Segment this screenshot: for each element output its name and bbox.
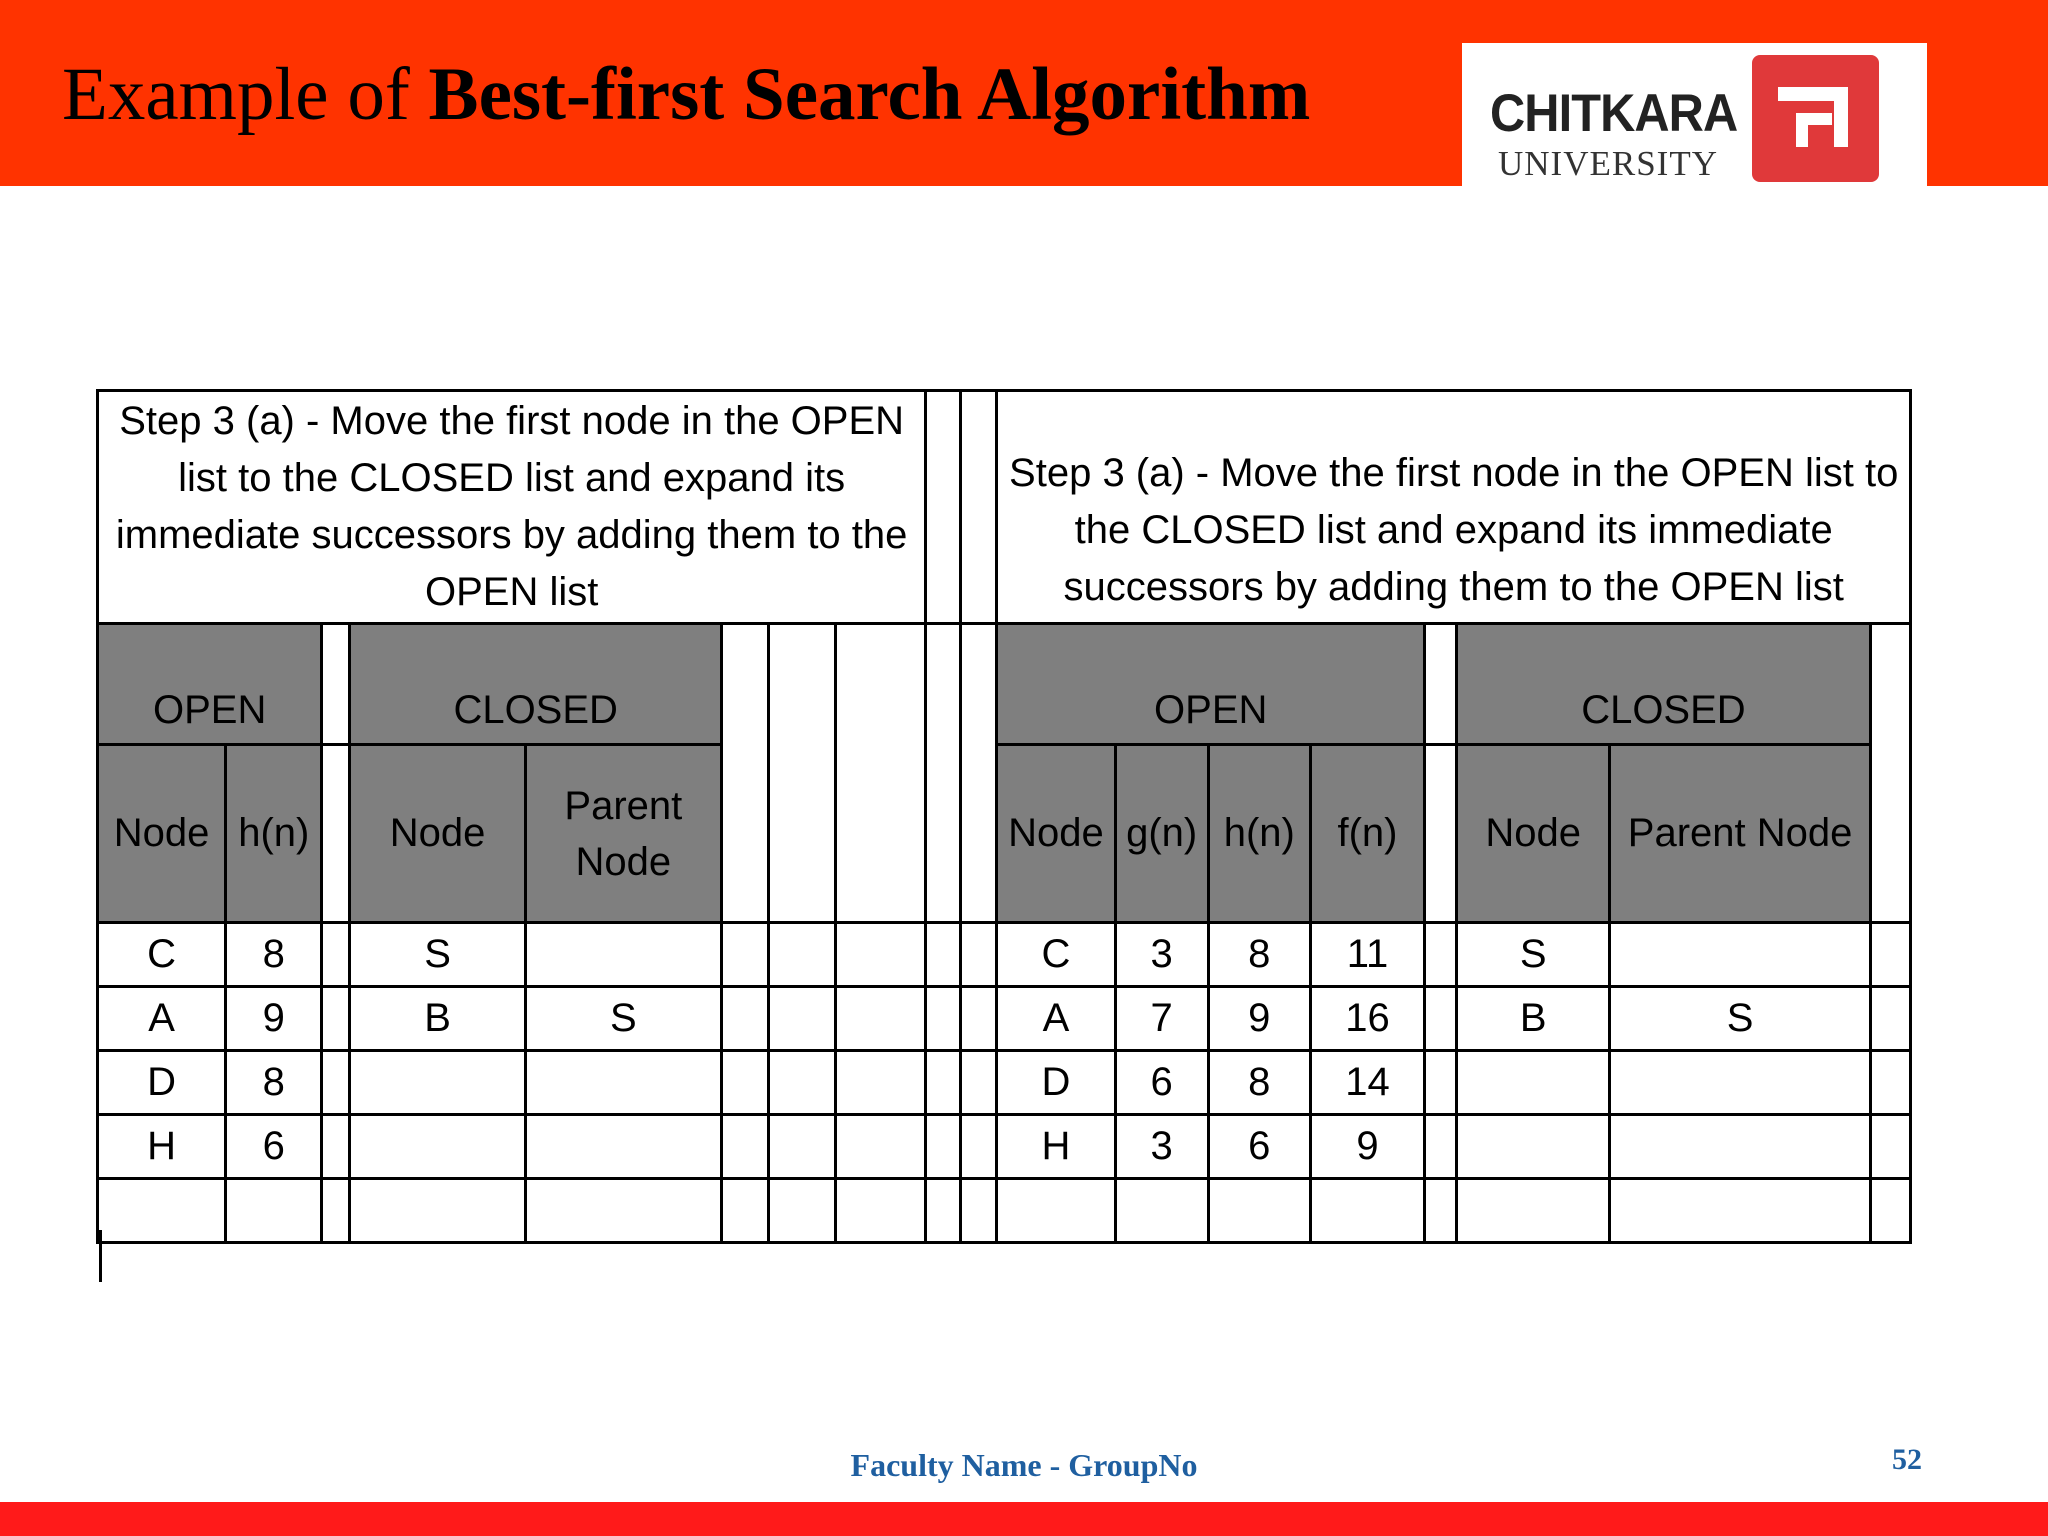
- left-open-hn-cell: 8: [226, 923, 322, 987]
- text-cursor: [99, 1230, 102, 1282]
- left-col-closed-node: Node: [350, 745, 525, 923]
- left-col-hn: h(n): [226, 745, 322, 923]
- left-open-node-cell: C: [98, 923, 226, 987]
- spacer-cell: [322, 745, 350, 923]
- spacer-cell: [1425, 923, 1457, 987]
- bottom-bar: [0, 1502, 2048, 1536]
- right-open-hn-cell: 8: [1208, 1051, 1310, 1115]
- spacer-cell: [1425, 987, 1457, 1051]
- right-closed-header: CLOSED: [1457, 624, 1871, 745]
- right-open-hn-cell: 6: [1208, 1115, 1310, 1179]
- right-closed-parent-cell: [1610, 923, 1870, 987]
- spacer-cell: [926, 1115, 961, 1179]
- table-row: [98, 987, 1911, 1051]
- spacer-cell: [926, 987, 961, 1051]
- right-closed-node-cell: [1457, 1051, 1610, 1115]
- table-row: [98, 1115, 1911, 1179]
- right-closed-node-cell: [1457, 1115, 1610, 1179]
- spacer-cell: [836, 1115, 926, 1179]
- parent-line-2: Node: [575, 839, 672, 884]
- left-closed-node-cell: [350, 1179, 525, 1243]
- spacer-cell: [926, 1051, 961, 1115]
- left-open-header: OPEN: [98, 624, 322, 745]
- spacer-cell: [322, 1115, 350, 1179]
- table-row: [98, 1179, 1911, 1243]
- spacer-cell: [322, 987, 350, 1051]
- right-open-fn-cell: 9: [1310, 1115, 1424, 1179]
- right-open-gn-cell: 3: [1115, 1115, 1208, 1179]
- right-open-gn-cell: [1115, 1179, 1208, 1243]
- right-open-gn-cell: 7: [1115, 987, 1208, 1051]
- right-col-hn: h(n): [1208, 745, 1310, 923]
- spacer-cell: [721, 1115, 768, 1179]
- footer-text: Faculty Name - GroupNo: [850, 1447, 1198, 1483]
- spacer-cell: [1425, 1051, 1457, 1115]
- right-open-hn-cell: [1208, 1179, 1310, 1243]
- left-closed-parent-cell: [525, 923, 721, 987]
- left-open-hn-cell: [226, 1179, 322, 1243]
- spacer-cell: [322, 1179, 350, 1243]
- right-open-node-cell: D: [997, 1051, 1115, 1115]
- spacer-cell: [961, 391, 997, 624]
- left-open-node-cell: D: [98, 1051, 226, 1115]
- right-open-gn-cell: 3: [1115, 923, 1208, 987]
- spacer-cell: [1425, 745, 1457, 923]
- header-bar: [0, 0, 2048, 186]
- table-row: [98, 1051, 1911, 1115]
- right-instruction: Step 3 (a) - Move the first node in the OPEN list to the CLOSED list and expand its immediate successors by adding them to the OPEN list: [997, 391, 1911, 624]
- spacer-cell: [769, 624, 836, 923]
- right-open-node-cell: H: [997, 1115, 1115, 1179]
- spacer-cell: [769, 1179, 836, 1243]
- logo-mark-icon: [1752, 55, 1879, 182]
- right-open-node-cell: C: [997, 923, 1115, 987]
- left-col-node: Node: [98, 745, 226, 923]
- left-closed-node-cell: [350, 1051, 525, 1115]
- right-closed-node-cell: B: [1457, 987, 1610, 1051]
- university-logo: [1462, 43, 1927, 186]
- left-open-node-cell: [98, 1179, 226, 1243]
- spacer-cell: [926, 391, 961, 624]
- left-col-parent-node: [525, 745, 721, 923]
- title-bold: Best-first Search Algorithm: [428, 53, 1311, 136]
- right-col-parent-node: Parent Node: [1610, 745, 1870, 923]
- table-row: [98, 923, 1911, 987]
- right-closed-node-cell: [1457, 1179, 1610, 1243]
- spacer-cell: [1870, 1051, 1910, 1115]
- right-open-fn-cell: 14: [1310, 1051, 1424, 1115]
- right-col-closed-node: Node: [1457, 745, 1610, 923]
- spacer-cell: [1870, 1179, 1910, 1243]
- right-closed-parent-cell: S: [1610, 987, 1870, 1051]
- left-closed-node-cell: [350, 1115, 525, 1179]
- spacer-cell: [322, 923, 350, 987]
- right-col-node: Node: [997, 745, 1115, 923]
- title-prefix: Example of: [62, 53, 429, 136]
- left-open-node-cell: H: [98, 1115, 226, 1179]
- left-closed-node-cell: B: [350, 987, 525, 1051]
- left-open-hn-cell: 8: [226, 1051, 322, 1115]
- spacer-cell: [1425, 624, 1457, 745]
- spacer-cell: [961, 624, 997, 923]
- spacer-cell: [721, 624, 768, 923]
- right-closed-parent-cell: [1610, 1179, 1870, 1243]
- spacer-cell: [769, 987, 836, 1051]
- spacer-cell: [961, 1179, 997, 1243]
- logo-subtitle: UNIVERSITY: [1498, 144, 1718, 183]
- spacer-cell: [721, 923, 768, 987]
- spacer-cell: [721, 1179, 768, 1243]
- slide-title: [62, 50, 1310, 140]
- spacer-cell: [1870, 987, 1910, 1051]
- logo-name: CHITKARA: [1490, 84, 1738, 143]
- spacer-cell: [836, 987, 926, 1051]
- left-closed-parent-cell: [525, 1051, 721, 1115]
- right-open-header: OPEN: [997, 624, 1425, 745]
- left-closed-parent-cell: [525, 1179, 721, 1243]
- spacer-cell: [836, 923, 926, 987]
- spacer-cell: [961, 987, 997, 1051]
- spacer-cell: [1870, 923, 1910, 987]
- right-closed-parent-cell: [1610, 1115, 1870, 1179]
- left-closed-node-cell: S: [350, 923, 525, 987]
- parent-line-1: Parent: [564, 783, 683, 828]
- spacer-cell: [926, 624, 961, 923]
- right-open-node-cell: A: [997, 987, 1115, 1051]
- right-col-fn: f(n): [1310, 745, 1424, 923]
- spacer-cell: [769, 1115, 836, 1179]
- right-open-fn-cell: [1310, 1179, 1424, 1243]
- spacer-cell: [1425, 1115, 1457, 1179]
- spacer-cell: [926, 1179, 961, 1243]
- left-instruction: Step 3 (a) - Move the first node in the OPEN list to the CLOSED list and expand its immediate successors by adding them to the OPEN list: [98, 391, 926, 624]
- spacer-cell: [1425, 1179, 1457, 1243]
- spacer-cell: [322, 624, 350, 745]
- spacer-cell: [961, 1051, 997, 1115]
- spacer-cell: [721, 1051, 768, 1115]
- left-closed-parent-cell: [525, 1115, 721, 1179]
- left-open-hn-cell: 6: [226, 1115, 322, 1179]
- right-open-node-cell: [997, 1179, 1115, 1243]
- spacer-cell: [961, 923, 997, 987]
- right-open-fn-cell: 11: [1310, 923, 1424, 987]
- spacer-cell: [836, 1179, 926, 1243]
- left-open-hn-cell: 9: [226, 987, 322, 1051]
- right-open-hn-cell: 9: [1208, 987, 1310, 1051]
- right-open-hn-cell: 8: [1208, 923, 1310, 987]
- right-open-fn-cell: 16: [1310, 987, 1424, 1051]
- left-closed-header: CLOSED: [350, 624, 722, 745]
- spacer-cell: [926, 923, 961, 987]
- spacer-cell: [961, 1115, 997, 1179]
- left-open-node-cell: A: [98, 987, 226, 1051]
- page-number: 52: [1892, 1443, 1922, 1476]
- right-col-gn: g(n): [1115, 745, 1208, 923]
- right-open-gn-cell: 6: [1115, 1051, 1208, 1115]
- comparison-table: [96, 389, 1912, 1244]
- spacer-cell: [1870, 624, 1910, 923]
- spacer-cell: [721, 987, 768, 1051]
- spacer-cell: [1870, 1115, 1910, 1179]
- left-closed-parent-cell: S: [525, 987, 721, 1051]
- spacer-cell: [836, 1051, 926, 1115]
- spacer-cell: [769, 1051, 836, 1115]
- right-closed-parent-cell: [1610, 1051, 1870, 1115]
- spacer-cell: [836, 624, 926, 923]
- spacer-cell: [322, 1051, 350, 1115]
- spacer-cell: [769, 923, 836, 987]
- right-closed-node-cell: S: [1457, 923, 1610, 987]
